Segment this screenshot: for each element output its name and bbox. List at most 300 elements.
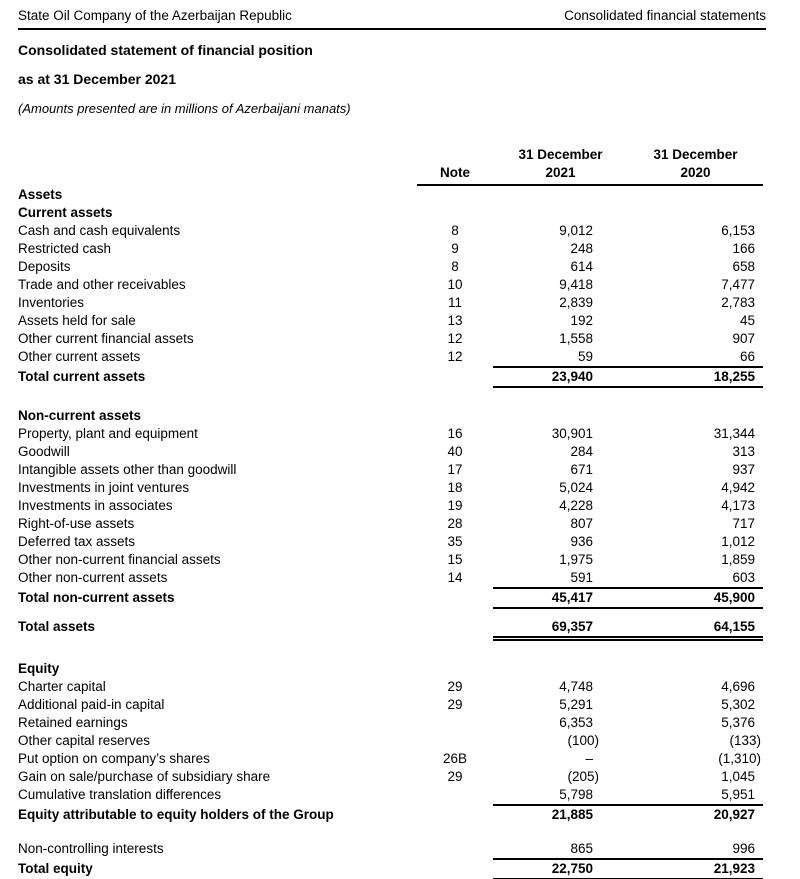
value-2020-cell <box>628 569 763 589</box>
value-2021-cell <box>493 407 628 425</box>
table-row <box>18 294 763 312</box>
note-cell-text: 8 <box>451 223 459 238</box>
note-cell <box>417 204 493 222</box>
note-cell-text: 40 <box>447 444 463 459</box>
value-2021-cell <box>493 589 628 609</box>
col-2021-line2: 2021 <box>545 165 576 180</box>
value-2020-cell-text: 64,155 <box>713 619 755 634</box>
header-note-column <box>417 146 493 186</box>
document-header <box>18 8 766 30</box>
row-label-text: Other non-current assets <box>18 570 168 585</box>
value-2020-cell-text: 7,477 <box>721 277 755 292</box>
table-row <box>18 589 763 609</box>
table-row <box>18 461 763 479</box>
note-cell <box>417 240 493 258</box>
row-spacer <box>18 388 763 407</box>
row-label-text: Gain on sale/purchase of subsidiary share <box>18 769 271 784</box>
value-2020-cell <box>628 479 763 497</box>
value-2021-cell <box>493 276 628 294</box>
row-label <box>18 479 417 497</box>
value-2020-cell <box>628 696 763 714</box>
row-label <box>18 768 417 786</box>
row-label <box>18 425 417 443</box>
value-2021-cell-text: 21,885 <box>551 807 593 822</box>
note-cell-text: 14 <box>447 570 463 585</box>
value-2020-cell-text: 937 <box>732 462 755 477</box>
statement-date: as at 31 December 2021 <box>18 71 176 87</box>
value-2020-cell-text: 1,045 <box>721 769 755 784</box>
note-cell <box>417 368 493 388</box>
note-cell-text: 29 <box>447 679 463 694</box>
value-2020-cell-text: 6,153 <box>721 223 755 238</box>
header-2020-column <box>628 146 763 186</box>
value-2020-cell <box>628 443 763 461</box>
row-label-text: Intangible assets other than goodwill <box>18 462 237 477</box>
value-2021-cell-text: 9,012 <box>559 223 593 238</box>
value-2020-cell <box>628 589 763 609</box>
value-2020-cell <box>628 515 763 533</box>
row-label-text: Assets held for sale <box>18 313 136 328</box>
row-label <box>18 732 417 750</box>
table-row <box>18 497 763 515</box>
note-cell-text: 8 <box>451 259 459 274</box>
value-2020-cell-text: 45,900 <box>713 590 755 605</box>
value-2020-cell <box>628 222 763 240</box>
row-label-text: Other non-current financial assets <box>18 552 221 567</box>
value-2021-cell-text: 23,940 <box>551 369 593 384</box>
row-label-text: Current assets <box>18 205 113 220</box>
value-2021-cell <box>493 312 628 330</box>
note-cell-text: 12 <box>447 349 463 364</box>
row-label-text: Deposits <box>18 259 71 274</box>
value-2021-cell-text: 2,839 <box>559 295 593 310</box>
note-cell <box>417 443 493 461</box>
table-row <box>18 750 763 768</box>
row-label <box>18 222 417 240</box>
table-row <box>18 276 763 294</box>
table-row <box>18 258 763 276</box>
row-label-text: Deferred tax assets <box>18 534 136 549</box>
row-label-text: Right-of-use assets <box>18 516 135 531</box>
table-row <box>18 186 763 204</box>
value-2021-cell-text: (100) <box>567 733 599 748</box>
note-cell-text: 35 <box>447 534 463 549</box>
value-2020-cell <box>628 750 763 768</box>
value-2021-cell-text: 192 <box>570 313 593 328</box>
row-label <box>18 533 417 551</box>
value-2020-cell <box>628 678 763 696</box>
value-2021-cell <box>493 348 628 368</box>
note-cell <box>417 732 493 750</box>
value-2020-cell-text: 5,302 <box>721 697 755 712</box>
value-2021-cell-text: 1,975 <box>559 552 593 567</box>
value-2020-cell-text: 313 <box>732 444 755 459</box>
note-cell-text: 16 <box>447 426 463 441</box>
value-2021-cell <box>493 294 628 312</box>
value-2021-cell-text: 5,024 <box>559 480 593 495</box>
row-label-text: Put option on company’s shares <box>18 751 210 766</box>
col-2020-line1: 31 December <box>653 147 738 162</box>
value-2021-cell-text: 1,558 <box>559 331 593 346</box>
value-2021-cell <box>493 222 628 240</box>
value-2020-cell-text: 996 <box>732 841 755 856</box>
row-label <box>18 515 417 533</box>
note-cell <box>417 276 493 294</box>
table-row <box>18 240 763 258</box>
row-label <box>18 569 417 589</box>
value-2021-cell <box>493 533 628 551</box>
value-2020-cell <box>628 732 763 750</box>
value-2021-cell <box>493 732 628 750</box>
row-label-text: Equity <box>18 661 60 676</box>
value-2021-cell-text: 807 <box>570 516 593 531</box>
value-2021-cell <box>493 515 628 533</box>
note-cell <box>417 479 493 497</box>
note-cell <box>417 750 493 768</box>
table-row <box>18 696 763 714</box>
value-2021-cell-text: 5,291 <box>559 697 593 712</box>
note-cell <box>417 696 493 714</box>
table-row <box>18 479 763 497</box>
value-2020-cell <box>628 312 763 330</box>
note-cell <box>417 461 493 479</box>
table-row <box>18 768 763 786</box>
note-cell <box>417 618 493 641</box>
row-label <box>18 696 417 714</box>
row-spacer <box>18 641 763 660</box>
note-cell <box>417 186 493 204</box>
value-2021-cell <box>493 786 628 806</box>
value-2021-cell <box>493 425 628 443</box>
value-2021-cell <box>493 258 628 276</box>
value-2020-cell-text: 603 <box>732 570 755 585</box>
value-2021-cell <box>493 840 628 860</box>
value-2020-cell <box>628 533 763 551</box>
value-2021-cell-text: 865 <box>570 841 593 856</box>
table-row <box>18 618 763 641</box>
value-2020-cell <box>628 425 763 443</box>
table-header <box>18 146 763 186</box>
value-2021-cell <box>493 806 628 824</box>
note-cell <box>417 551 493 569</box>
note-cell <box>417 348 493 368</box>
value-2020-cell <box>628 330 763 348</box>
row-label-text: Investments in joint ventures <box>18 480 190 495</box>
table-row <box>18 569 763 589</box>
value-2021-cell-text: 59 <box>577 349 593 364</box>
row-label <box>18 551 417 569</box>
row-label-text: Total assets <box>18 619 96 634</box>
row-label <box>18 348 417 368</box>
note-cell <box>417 497 493 515</box>
note-cell-text: 15 <box>447 552 463 567</box>
note-cell-text: 12 <box>447 331 463 346</box>
note-cell-text: 10 <box>447 277 463 292</box>
note-cell <box>417 407 493 425</box>
note-cell <box>417 860 493 879</box>
row-label <box>18 186 417 204</box>
row-label <box>18 750 417 768</box>
row-label-text: Cash and cash equivalents <box>18 223 181 238</box>
row-label <box>18 258 417 276</box>
value-2020-cell-text: 658 <box>732 259 755 274</box>
value-2020-cell-text: 18,255 <box>713 369 755 384</box>
value-2020-cell <box>628 551 763 569</box>
row-label-text: Equity attributable to equity holders of the Group <box>18 807 334 822</box>
table-row <box>18 204 763 222</box>
note-cell <box>417 768 493 786</box>
row-label <box>18 618 417 641</box>
note-cell-text: 28 <box>447 516 463 531</box>
table-row <box>18 368 763 388</box>
value-2021-cell-text: 284 <box>570 444 593 459</box>
row-label-text: Other capital reserves <box>18 733 151 748</box>
value-2020-cell-text: 1,859 <box>721 552 755 567</box>
value-2021-cell <box>493 204 628 222</box>
value-2020-cell <box>628 618 763 641</box>
table-row <box>18 407 763 425</box>
value-2021-cell-text: (205) <box>567 769 599 784</box>
row-label <box>18 461 417 479</box>
value-2020-cell-text: 4,696 <box>721 679 755 694</box>
value-2020-cell-text: 66 <box>739 349 755 364</box>
row-label-text: Additional paid-in capital <box>18 697 165 712</box>
document-type: Consolidated financial statements <box>564 8 766 23</box>
row-label-text: Investments in associates <box>18 498 173 513</box>
table-row <box>18 732 763 750</box>
table-row <box>18 840 763 860</box>
col-2020-line2: 2020 <box>680 165 711 180</box>
value-2021-cell-text: 671 <box>570 462 593 477</box>
value-2021-cell <box>493 240 628 258</box>
value-2020-cell <box>628 204 763 222</box>
value-2020-cell-text: 907 <box>732 331 755 346</box>
header-label-spacer <box>18 146 417 186</box>
value-2020-cell <box>628 186 763 204</box>
row-label-text: Cumulative translation differences <box>18 787 222 802</box>
table-row <box>18 222 763 240</box>
value-2021-cell <box>493 678 628 696</box>
row-label <box>18 368 417 388</box>
note-cell-text: 26B <box>442 751 468 766</box>
note-cell-text: 29 <box>447 697 463 712</box>
value-2020-cell <box>628 276 763 294</box>
value-2020-cell-text: (1,310) <box>718 751 761 766</box>
row-label <box>18 806 417 824</box>
row-label <box>18 589 417 609</box>
row-label <box>18 312 417 330</box>
row-label <box>18 714 417 732</box>
row-label-text: Non-controlling interests <box>18 841 164 856</box>
value-2020-cell-text: 1,012 <box>721 534 755 549</box>
row-label <box>18 860 417 879</box>
value-2020-cell <box>628 240 763 258</box>
row-label-text: Property, plant and equipment <box>18 426 198 441</box>
table-row <box>18 660 763 678</box>
note-cell <box>417 714 493 732</box>
table-row <box>18 425 763 443</box>
value-2020-cell <box>628 497 763 515</box>
note-cell-text: 11 <box>447 295 462 310</box>
value-2020-cell-text: 21,923 <box>713 861 755 876</box>
note-cell <box>417 533 493 551</box>
value-2021-cell <box>493 330 628 348</box>
value-2021-cell-text: 45,417 <box>551 590 593 605</box>
table-row <box>18 533 763 551</box>
value-2021-cell-text: 248 <box>570 241 593 256</box>
value-2020-cell <box>628 461 763 479</box>
value-2021-cell-text: 4,228 <box>559 498 593 513</box>
statement-title: Consolidated statement of financial position <box>18 42 313 58</box>
note-cell <box>417 569 493 589</box>
company-name: State Oil Company of the Azerbaijan Republic <box>18 8 292 23</box>
note-cell <box>417 589 493 609</box>
value-2021-cell-text: 614 <box>570 259 593 274</box>
row-label-text: Goodwill <box>18 444 70 459</box>
value-2021-cell-text: 22,750 <box>551 861 593 876</box>
value-2020-cell-text: 20,927 <box>713 807 755 822</box>
table-row <box>18 443 763 461</box>
table-row <box>18 678 763 696</box>
row-label-text: Assets <box>18 187 63 202</box>
note-cell-text: 18 <box>447 480 463 495</box>
value-2020-cell-text: 45 <box>739 313 755 328</box>
table-row <box>18 312 763 330</box>
note-cell <box>417 786 493 806</box>
value-2021-cell-text: 591 <box>570 570 593 585</box>
row-label <box>18 660 417 678</box>
note-cell <box>417 806 493 824</box>
value-2020-cell-text: (133) <box>729 733 761 748</box>
note-cell <box>417 312 493 330</box>
value-2020-cell-text: 166 <box>732 241 755 256</box>
row-label-text: Non-current assets <box>18 408 142 423</box>
value-2021-cell-text: 9,418 <box>559 277 593 292</box>
value-2021-cell <box>493 551 628 569</box>
value-2020-cell-text: 31,344 <box>713 426 755 441</box>
note-cell <box>417 258 493 276</box>
row-label <box>18 840 417 860</box>
value-2020-cell-text: 5,951 <box>721 787 755 802</box>
row-label <box>18 786 417 806</box>
table-row <box>18 551 763 569</box>
value-2021-cell-text: 936 <box>570 534 593 549</box>
row-label-text: Other current financial assets <box>18 331 194 346</box>
value-2021-cell <box>493 368 628 388</box>
note-cell-text: 13 <box>447 313 463 328</box>
col-2021-line1: 31 December <box>518 147 603 162</box>
value-2020-cell-text: 5,376 <box>721 715 755 730</box>
row-label-text: Other current assets <box>18 349 141 364</box>
table-row <box>18 786 763 806</box>
row-label <box>18 407 417 425</box>
row-label-text: Total current assets <box>18 369 146 384</box>
value-2021-cell <box>493 479 628 497</box>
value-2020-cell <box>628 348 763 368</box>
note-cell-text: 19 <box>447 498 463 513</box>
value-2020-cell <box>628 258 763 276</box>
note-cell <box>417 425 493 443</box>
table-row <box>18 806 763 824</box>
value-2020-cell-text: 717 <box>732 516 755 531</box>
value-2021-cell <box>493 186 628 204</box>
value-2021-cell <box>493 714 628 732</box>
note-cell <box>417 678 493 696</box>
row-label-text: Retained earnings <box>18 715 128 730</box>
value-2020-cell <box>628 860 763 879</box>
value-2021-cell <box>493 569 628 589</box>
row-label <box>18 294 417 312</box>
note-cell <box>417 660 493 678</box>
value-2021-cell-text: – <box>585 751 593 766</box>
value-2020-cell-text: 2,783 <box>721 295 755 310</box>
value-2020-cell <box>628 294 763 312</box>
value-2021-cell <box>493 750 628 768</box>
header-2021-column <box>493 146 628 186</box>
table-row <box>18 330 763 348</box>
value-2020-cell-text: 4,173 <box>721 498 755 513</box>
row-label-text: Restricted cash <box>18 241 112 256</box>
value-2021-cell <box>493 618 628 641</box>
row-label <box>18 443 417 461</box>
table-row <box>18 714 763 732</box>
row-label <box>18 497 417 515</box>
amounts-note: (Amounts presented are in millions of Azerbaijani manats) <box>18 101 351 116</box>
value-2020-cell <box>628 407 763 425</box>
row-spacer <box>18 609 763 618</box>
value-2021-cell-text: 30,901 <box>551 426 593 441</box>
value-2020-cell <box>628 806 763 824</box>
note-cell-text: 17 <box>447 462 463 477</box>
row-label <box>18 330 417 348</box>
value-2020-cell <box>628 840 763 860</box>
row-label <box>18 204 417 222</box>
row-label-text: Total equity <box>18 861 93 876</box>
note-column-label: Note <box>440 165 470 180</box>
value-2021-cell-text: 6,353 <box>559 715 593 730</box>
row-spacer <box>18 824 763 840</box>
table-row <box>18 348 763 368</box>
note-cell <box>417 294 493 312</box>
value-2020-cell <box>628 368 763 388</box>
row-label <box>18 678 417 696</box>
note-cell <box>417 222 493 240</box>
value-2020-cell <box>628 714 763 732</box>
value-2021-cell <box>493 696 628 714</box>
value-2021-cell <box>493 461 628 479</box>
note-cell-text: 29 <box>447 769 463 784</box>
table-row <box>18 515 763 533</box>
table-body <box>18 186 763 879</box>
note-cell <box>417 840 493 860</box>
table-row <box>18 860 763 879</box>
row-label-text: Charter capital <box>18 679 106 694</box>
row-label-text: Inventories <box>18 295 85 310</box>
value-2021-cell <box>493 660 628 678</box>
value-2020-cell <box>628 660 763 678</box>
value-2021-cell-text: 4,748 <box>559 679 593 694</box>
value-2021-cell <box>493 443 628 461</box>
value-2020-cell <box>628 768 763 786</box>
value-2021-cell <box>493 860 628 879</box>
value-2021-cell <box>493 768 628 786</box>
financial-position-table <box>18 146 763 879</box>
row-label <box>18 240 417 258</box>
row-label-text: Trade and other receivables <box>18 277 186 292</box>
row-label <box>18 276 417 294</box>
value-2021-cell-text: 5,798 <box>559 787 593 802</box>
row-label-text: Total non-current assets <box>18 590 175 605</box>
